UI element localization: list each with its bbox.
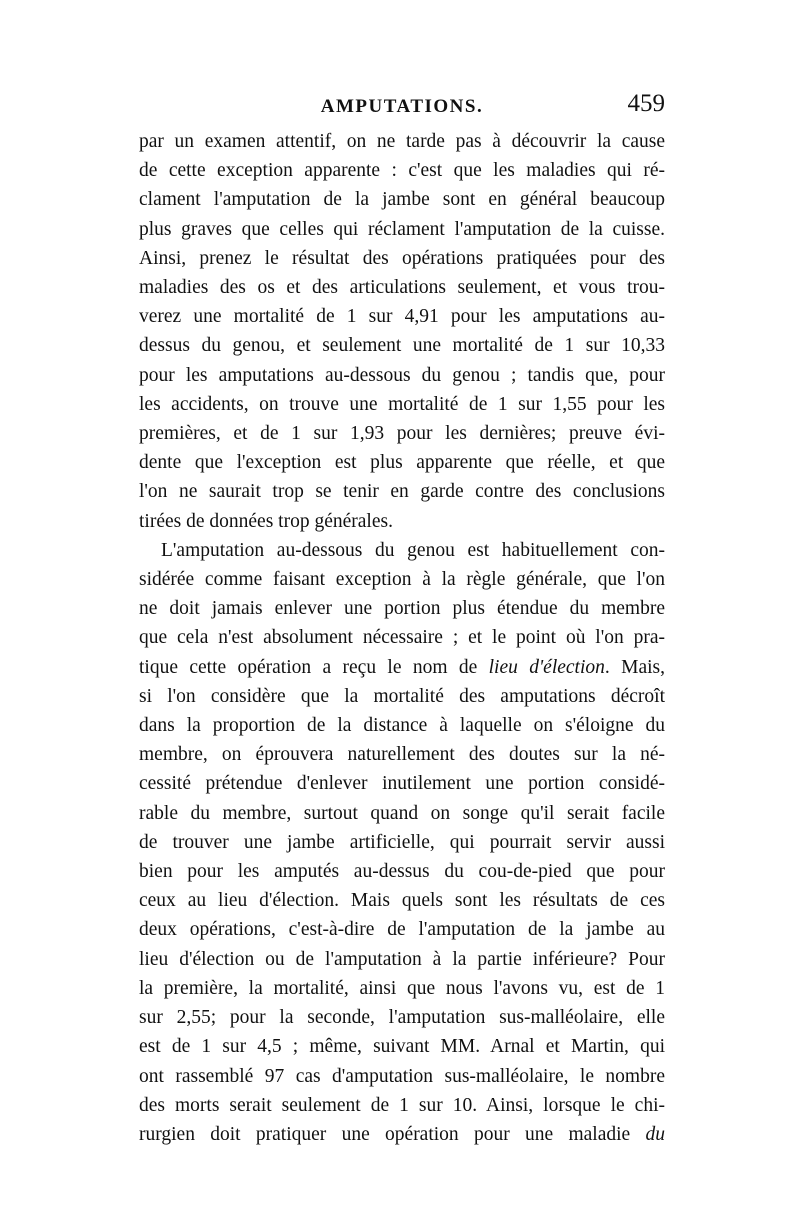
text-line: deux opérations, c'est-à-dire de l'amputation de la jambe au [139,919,665,941]
text-line: la première, la mortalité, ainsi que nous l'avons vu, est de 1 [139,977,665,999]
running-header [139,90,665,126]
text-line: L'amputation au-dessous du genou est habituellement con- [161,539,665,561]
body-text [139,127,665,1149]
text-line: tirées de données trop générales. [139,510,393,532]
italic-word: du [645,1123,666,1145]
text-line: ceux au lieu d'élection. Mais quels sont les résultats de ces [139,890,665,912]
page-number: 459 [627,90,665,117]
text-line: l'on ne saurait trop se tenir en garde contre des conclusions [139,481,665,503]
text-line: des morts serait seulement de 1 sur 10. Ainsi, lorsque le chi- [139,1094,665,1116]
text-line: pour les amputations au-dessous du genou ; tandis que, pour [139,364,665,386]
text-line: ont rassemblé 97 cas d'amputation sus-malléolaire, le nombre [139,1065,665,1087]
text-line: dessus du genou, et seulement une mortalité de 1 sur 10,33 [139,335,665,357]
text-line: ne doit jamais enlever une portion plus étendue du membre [139,598,665,620]
text-line: verez une mortalité de 1 sur 4,91 pour les amputations au- [139,306,665,328]
text-line: dans la proportion de la distance à laquelle on s'éloigne du [139,715,665,737]
text-line: plus graves que celles qui réclament l'amputation de la cuisse. [139,218,665,240]
text-line-with-term [139,653,665,682]
text-line: rable du membre, surtout quand on songe qu'il serait facile [139,802,665,824]
text-line: est de 1 sur 4,5 ; même, suivant MM. Arnal et Martin, qui [139,1036,665,1058]
text-line: bien pour les amputés au-dessus du cou-de-pied que pour [139,861,665,883]
text-line: clament l'amputation de la jambe sont en général beaucoup [139,189,665,211]
italic-term: lieu d'élection [488,656,605,678]
text-line-with-term [139,1120,665,1149]
text-line: maladies des os et des articulations seulement, et vous trou- [139,277,665,299]
text-line: les accidents, on trouve une mortalité de 1 sur 1,55 pour les [139,393,665,415]
text-line: sidérée comme faisant exception à la règle générale, que l'on [139,569,665,591]
text-line: Ainsi, prenez le résultat des opérations pratiquées pour des [139,247,665,269]
text-line: premières, et de 1 sur 1,93 pour les dernières; preuve évi- [139,423,665,445]
text-fragment: rurgien doit pratiquer une opération pour une maladie [139,1123,631,1145]
text-line: membre, on éprouvera naturellement des doutes sur la né- [139,744,665,766]
text-fragment: . Mais, [604,656,665,678]
text-line: de cette exception apparente : c'est que les maladies qui ré- [139,160,665,182]
text-line: si l'on considère que la mortalité des amputations décroît [139,685,665,707]
text-line: cessité prétendue d'enlever inutilement une portion considé- [139,773,665,795]
text-line: dente que l'exception est plus apparente que réelle, et que [139,452,665,474]
text-line: lieu d'élection ou de l'amputation à la partie inférieure? Pour [139,948,665,970]
text-line: sur 2,55; pour la seconde, l'amputation sus-malléolaire, elle [139,1007,665,1029]
text-fragment: tique cette opération a reçu le nom de [139,656,478,678]
running-title: AMPUTATIONS. [320,96,484,117]
text-line: de trouver une jambe artificielle, qui pourrait servir aussi [139,831,665,853]
text-line: que cela n'est absolument nécessaire ; et le point où l'on pra- [139,627,665,649]
text-line: par un examen attentif, on ne tarde pas à découvrir la cause [139,131,665,152]
